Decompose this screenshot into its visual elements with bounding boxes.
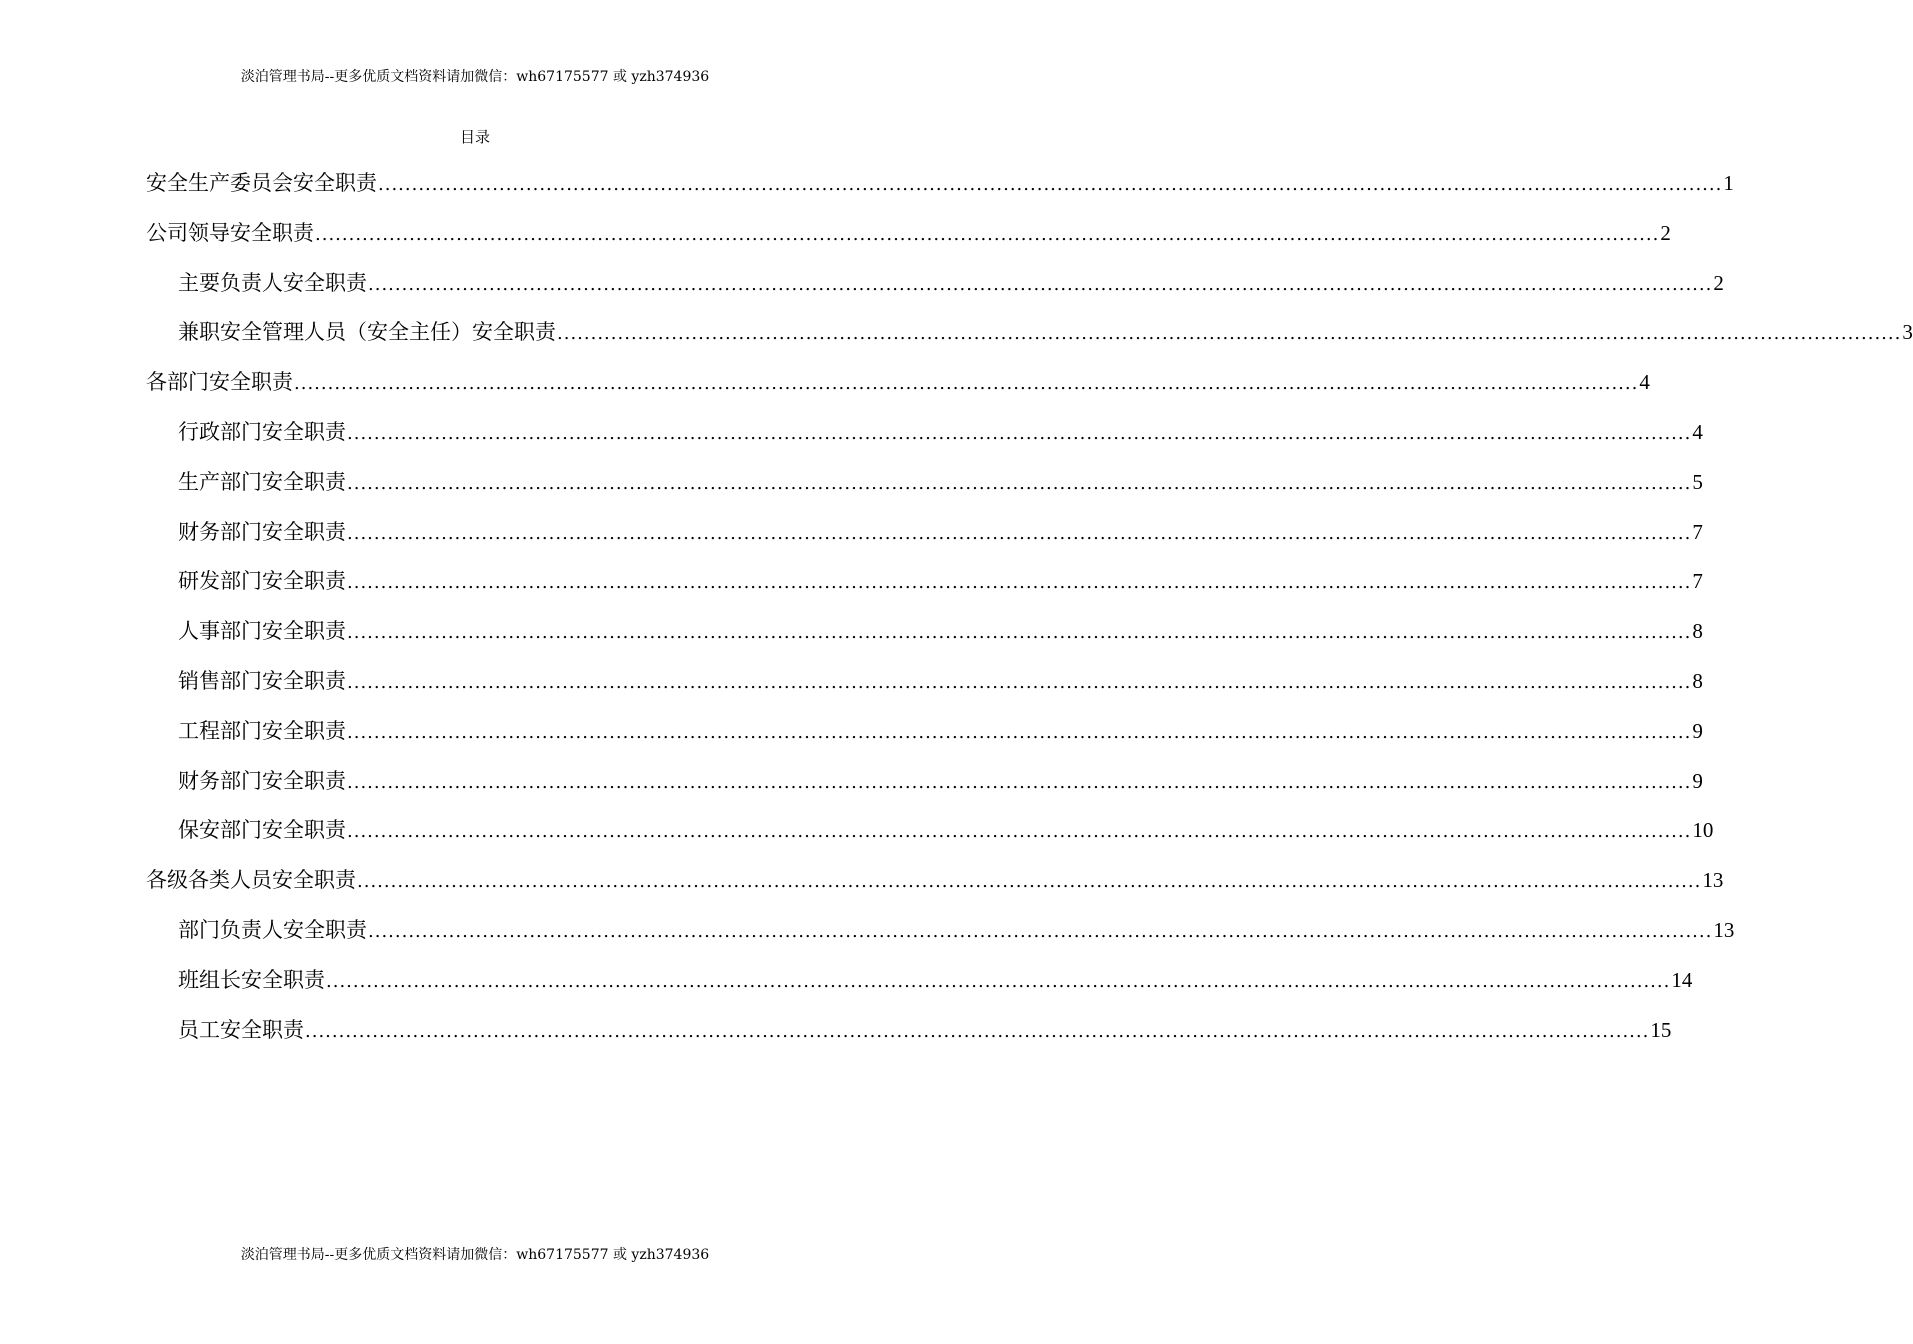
toc-dot-leader: ........................................................................................................................................................................................................: [378, 174, 1723, 195]
toc-entry[interactable]: [178, 1006, 1672, 1054]
toc-entry-page-number: 7: [1692, 519, 1703, 544]
toc-entry-page-number: 7: [1692, 569, 1703, 594]
toc-entry-label: 销售部门安全职责: [178, 669, 346, 693]
page-header: 淡泊管理书局--更多优质文档资料请加微信：wh67175577 或 yzh374936: [240, 69, 710, 85]
toc-entry-label: 兼职安全管理人员（安全主任）安全职责: [178, 320, 556, 345]
toc-entry-page-number: 2: [1660, 220, 1671, 245]
toc-dot-leader: ........................................................................................................................................................................................................: [557, 323, 1902, 345]
toc-entry[interactable]: [146, 856, 1724, 904]
toc-entry-label: 生产部门安全职责: [178, 469, 346, 494]
toc-entry[interactable]: [146, 159, 1734, 207]
toc-entry-page-number: 2: [1713, 270, 1724, 295]
toc-dot-leader: ........................................................................................................................................................................................................: [347, 622, 1692, 644]
toc-entry[interactable]: [178, 906, 1735, 954]
toc-entry[interactable]: [178, 707, 1703, 755]
toc-entry-page-number: 5: [1692, 469, 1703, 494]
toc-entry-page-number: 8: [1692, 669, 1703, 693]
toc-entry-label: 员工安全职责: [178, 1017, 304, 1042]
toc-entry[interactable]: [178, 657, 1703, 705]
toc-entry[interactable]: [178, 508, 1703, 556]
toc-entry-page-number: 9: [1692, 768, 1703, 793]
toc-dot-leader: ........................................................................................................................................................................................................: [294, 373, 1639, 395]
toc-entry[interactable]: [178, 806, 1714, 854]
toc-entry-page-number: 10: [1692, 818, 1714, 843]
toc-entry-page-number: 13: [1702, 868, 1724, 893]
toc-entry-page-number: 13: [1713, 918, 1735, 942]
toc-entry[interactable]: [178, 557, 1703, 605]
toc-dot-leader: ........................................................................................................................................................................................................: [305, 1020, 1650, 1042]
toc-entry-label: 班组长安全职责: [178, 967, 325, 992]
toc-dot-leader: ........................................................................................................................................................................................................: [347, 472, 1692, 494]
toc-entry-label: 工程部门安全职责: [178, 718, 346, 743]
toc-dot-leader: ........................................................................................................................................................................................................: [368, 273, 1713, 295]
toc-dot-leader: ........................................................................................................................................................................................................: [368, 921, 1713, 942]
toc-entry-label: 公司领导安全职责: [146, 220, 314, 245]
toc-entry[interactable]: [178, 956, 1693, 1004]
toc-entry[interactable]: [146, 209, 1671, 257]
toc-dot-leader: ........................................................................................................................................................................................................: [347, 423, 1692, 444]
toc-entry-label: 人事部门安全职责: [178, 619, 346, 644]
toc-dot-leader: ........................................................................................................................................................................................................: [347, 721, 1692, 743]
toc-entry-label: 财务部门安全职责: [178, 768, 346, 793]
toc-entry-label: 各级各类人员安全职责: [146, 868, 356, 893]
toc-entry-page-number: 4: [1692, 420, 1703, 444]
toc-entry-label: 主要负责人安全职责: [178, 270, 367, 295]
toc-dot-leader: ........................................................................................................................................................................................................: [357, 871, 1702, 893]
toc-entry-label: 安全生产委员会安全职责: [146, 171, 377, 195]
toc-dot-leader: ........................................................................................................................................................................................................: [326, 970, 1671, 992]
toc-dot-leader: ........................................................................................................................................................................................................: [347, 821, 1692, 843]
toc-entry-label: 各部门安全职责: [146, 370, 293, 395]
toc-entry-page-number: 8: [1692, 619, 1703, 644]
toc-entry-page-number: 4: [1639, 370, 1650, 395]
toc-dot-leader: ........................................................................................................................................................................................................: [347, 572, 1692, 594]
toc-dot-leader: ........................................................................................................................................................................................................: [347, 672, 1692, 693]
toc-entry[interactable]: [178, 757, 1703, 805]
toc-entry-page-number: 14: [1671, 967, 1693, 992]
toc-entry-page-number: 1: [1723, 171, 1734, 195]
toc-entry-label: 行政部门安全职责: [178, 420, 346, 444]
toc-entry-page-number: 15: [1650, 1017, 1672, 1042]
toc-entry[interactable]: [178, 259, 1724, 307]
toc-entry-label: 研发部门安全职责: [178, 569, 346, 594]
toc-entry[interactable]: [178, 458, 1703, 506]
toc-dot-leader: ........................................................................................................................................................................................................: [347, 522, 1692, 544]
toc-entry-label: 保安部门安全职责: [178, 818, 346, 843]
page-footer: 淡泊管理书局--更多优质文档资料请加微信：wh67175577 或 yzh374936: [240, 1247, 710, 1263]
toc-dot-leader: ........................................................................................................................................................................................................: [315, 223, 1660, 245]
toc-entry[interactable]: [178, 408, 1703, 456]
toc-title: 目录: [459, 128, 490, 146]
toc-entry[interactable]: [146, 358, 1650, 406]
toc-entry-label: 财务部门安全职责: [178, 519, 346, 544]
toc-entry[interactable]: [178, 308, 1913, 356]
toc-entry[interactable]: [178, 607, 1703, 655]
toc-entry-page-number: 9: [1692, 718, 1703, 743]
toc-entry-label: 部门负责人安全职责: [178, 918, 367, 942]
toc-dot-leader: ........................................................................................................................................................................................................: [347, 771, 1692, 793]
toc-entry-page-number: 3: [1902, 320, 1913, 345]
